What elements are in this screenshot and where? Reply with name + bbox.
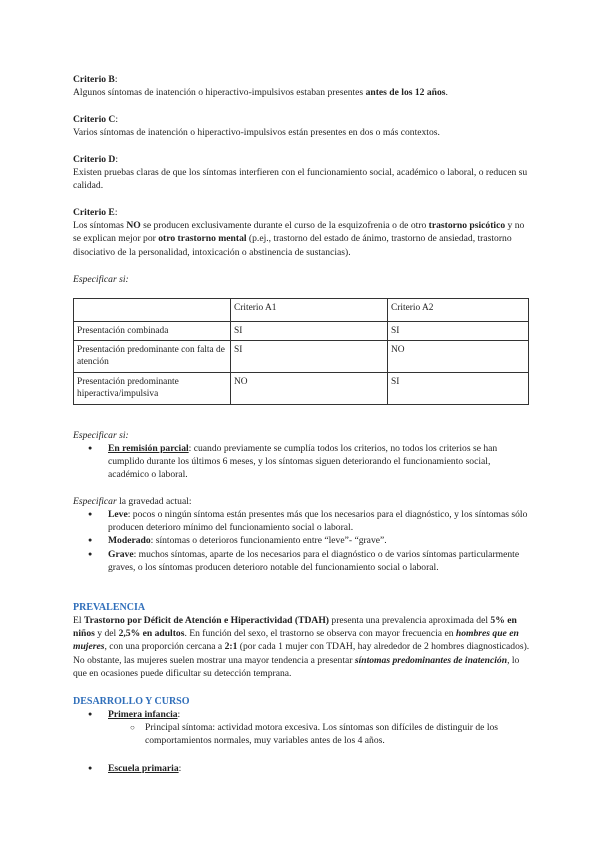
remision-list — [73, 442, 533, 482]
criterio-d-title: Criterio D — [73, 154, 116, 165]
prevalencia-text: El Trastorno por Déficit de Atención e Hiperactividad (TDAH) presenta una prevalencia aproximada del 5% en niños y del 2,5% en adultos. En función del sexo, el trastorno se observa con mayor frecuencia en hombres que en mujeres, con una proporción cercana a 2:1 (por cada 1 mujer con TDAH, hay alrededor de 2 hombres diagnosticados). No obstante, las mujeres suelen mostrar una mayor tendencia a presentar síntomas predominantes de inatención, lo que en ocasiones puede dificultar su detección temprana. — [73, 615, 530, 679]
list-item: ● En remisión parcial: cuando previamente se cumplía todos los criterios, no todos los criterios se han cumplido durante los últimos 6 meses, y los síntomas siguen deteriorando el funcionamiento social, académico o laboral. — [73, 442, 533, 482]
list-item: ● Leve: pocos o ningún síntoma están presentes más que los necesarios para el diagnóstico, y los síntomas sólo producen deterioro mínimo del funcionamiento social o laboral. — [73, 508, 533, 534]
criterio-c-text: Varios síntomas de inatención o hiperactivo-impulsivos están presentes en dos o más contextos. — [73, 127, 440, 139]
table-cell: SI — [388, 322, 529, 341]
table-cell: Presentación predominante hiperactiva/impulsiva — [74, 373, 231, 405]
criterio-d: Criterio D: Existen pruebas claras de que los síntomas interfieren con el funcionamiento social, académico o laboral, o reducen su calidad. — [73, 153, 533, 193]
list-item: ● Moderado: síntomas o deterioros funcionamiento entre “leve”- “grave”. — [73, 534, 533, 547]
table-cell: SI — [231, 322, 388, 341]
table-header-cell — [74, 299, 231, 322]
table-cell: Presentación predominante con falta de atención — [74, 341, 231, 373]
table-header-cell: Criterio A1 — [231, 299, 388, 322]
criterio-e-text: Los síntomas NO se producen exclusivamente durante el curso de la esquizofrenia o de otro trastorno psicótico y no se explican mejor por otro trastorno mental (p.ej., trastorno del estado de ánimo, trastorno de ansiedad, trastorno disociativo de la personalidad, intoxicación o abstinencia de sustancias). — [73, 220, 525, 258]
table-header-row — [74, 299, 529, 322]
table-cell: NO — [388, 341, 529, 373]
criterio-b-text: Algunos síntomas de inatención o hiperactivo-impulsivos estaban presentes antes de los 12 años. — [73, 87, 448, 99]
specify-label-1: Especificar si: — [73, 274, 129, 285]
gravedad-list — [73, 508, 533, 574]
criteria-table — [73, 298, 529, 405]
desarrollo-heading: DESARROLLO Y CURSO — [73, 696, 190, 707]
escuela-list — [73, 762, 533, 775]
table-row — [74, 341, 529, 373]
table-cell: NO — [231, 373, 388, 405]
criterio-d-text: Existen pruebas claras de que los síntomas interfieren con el funcionamiento social, académico o laboral, o reducen su calidad. — [73, 167, 528, 192]
criterio-b-title: Criterio B — [73, 74, 115, 85]
gravedad-intro: Especificar la gravedad actual: — [73, 496, 192, 507]
table-cell: Presentación combinada — [74, 322, 231, 341]
list-item: ● Escuela primaria: — [73, 762, 533, 775]
table-cell: SI — [388, 373, 529, 405]
list-item: ● Grave: muchos síntomas, aparte de los necesarios para el diagnóstico o de varios síntomas particularmente graves, o los síntomas producen deterioro notable del funcionamiento social o laboral. — [73, 548, 533, 574]
table-row — [74, 373, 529, 405]
criterio-c-title: Criterio C — [73, 114, 116, 125]
criterio-c: Criterio C: Varios síntomas de inatención o hiperactivo-impulsivos están presentes en dos o más contextos. — [73, 113, 533, 139]
criterio-e-title: Criterio E — [73, 207, 115, 218]
table-cell: SI — [231, 341, 388, 373]
sub-list-item: ○ Principal síntoma: actividad motora excesiva. Los síntomas son difíciles de distinguir de los comportamientos normales, muy variables antes de los 4 años. — [73, 721, 533, 747]
table-header-cell: Criterio A2 — [388, 299, 529, 322]
list-item: ● Primera infancia: ○ Principal síntoma: actividad motora excesiva. Los síntomas son difíciles de distinguir de los comportamientos normales, muy variables antes de los 4 años. — [73, 708, 533, 748]
criterio-e: Criterio E: Los síntomas NO se producen exclusivamente durante el curso de la esquizofrenia o de otro trastorno psicótico y no se explican mejor por otro trastorno mental (p.ej., trastorno del estado de ánimo, trastorno de ansiedad, trastorno disociativo de la personalidad, intoxicación o abstinencia de sustancias). — [73, 206, 533, 259]
prevalencia-heading: PREVALENCIA — [73, 602, 146, 613]
criterio-b: Criterio B: Algunos síntomas de inatención o hiperactivo-impulsivos estaban presentes antes de los 12 años. — [73, 73, 533, 99]
table-row — [74, 322, 529, 341]
desarrollo-list — [73, 708, 533, 748]
specify-label-2: Especificar si: — [73, 430, 129, 441]
